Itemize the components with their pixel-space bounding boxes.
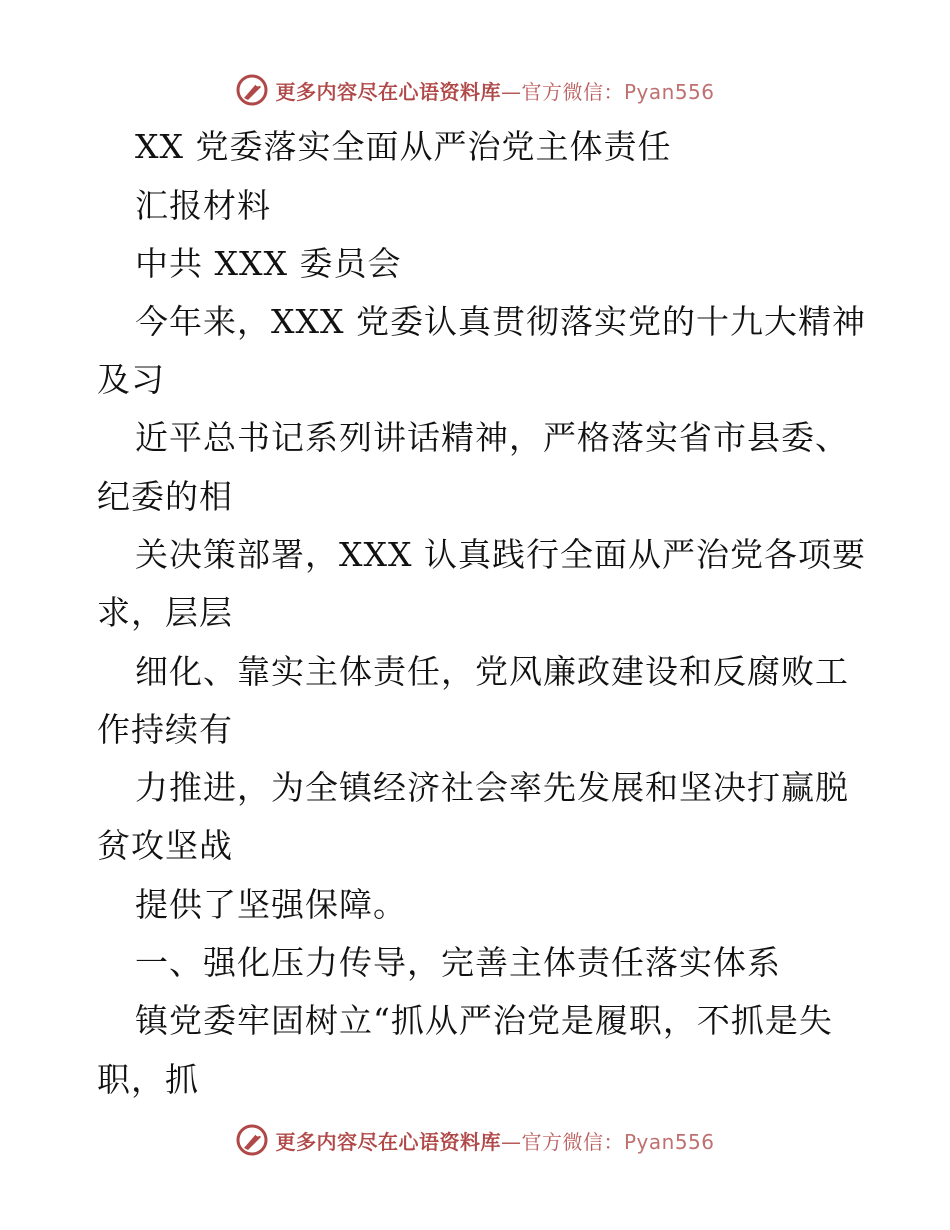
doc-line: 近平总书记系列讲话精神，严格落实省市县委、 (135, 418, 849, 457)
watermark-brand: 更多内容尽在心语资料库 (275, 79, 501, 104)
watermark-wechat-handle: Pyan556 (623, 1129, 715, 1154)
doc-line: 求，层层 (97, 593, 233, 632)
doc-author: 中共 XXX 委员会 (135, 244, 402, 283)
doc-line: 关决策部署，XXX 认真践行全面从严治党各项要 (135, 535, 866, 574)
watermark-separator: — (500, 1129, 522, 1154)
doc-line: 镇党委牢固树立“抓从严治党是履职，不抓是失 (135, 1001, 833, 1040)
fountain-pen-logo-icon (235, 1123, 269, 1157)
watermark-text (275, 76, 714, 105)
doc-title: XX 党委落实全面从严治党主体责任 (135, 127, 672, 166)
watermark-wechat-handle: Pyan556 (623, 79, 715, 104)
watermark-brand: 更多内容尽在心语资料库 (275, 1129, 501, 1154)
watermark-text (275, 1126, 714, 1155)
doc-subtitle: 汇报材料 (135, 186, 271, 225)
doc-line: 细化、靠实主体责任，党风廉政建设和反腐败工 (135, 652, 849, 691)
doc-line: 职，抓 (97, 1060, 199, 1099)
doc-line: 贫攻坚战 (97, 826, 233, 865)
watermark-official-label: 官方微信： (521, 1129, 624, 1154)
doc-line: 今年来，XXX 党委认真贯彻落实党的十九大精神 (135, 302, 866, 341)
doc-line: 纪委的相 (97, 477, 233, 516)
section-heading: 一、强化压力传导，完善主体责任落实体系 (135, 943, 781, 982)
doc-line: 作持续有 (97, 710, 233, 749)
doc-line: 提供了坚强保障。 (135, 885, 407, 924)
doc-line: 力推进，为全镇经济社会率先发展和坚决打赢脱 (135, 768, 849, 807)
doc-line: 及习 (97, 360, 165, 399)
fountain-pen-logo-icon (235, 73, 269, 107)
header-watermark (0, 70, 950, 110)
footer-watermark (0, 1120, 950, 1160)
watermark-official-label: 官方微信： (521, 79, 624, 104)
watermark-separator: — (500, 79, 522, 104)
